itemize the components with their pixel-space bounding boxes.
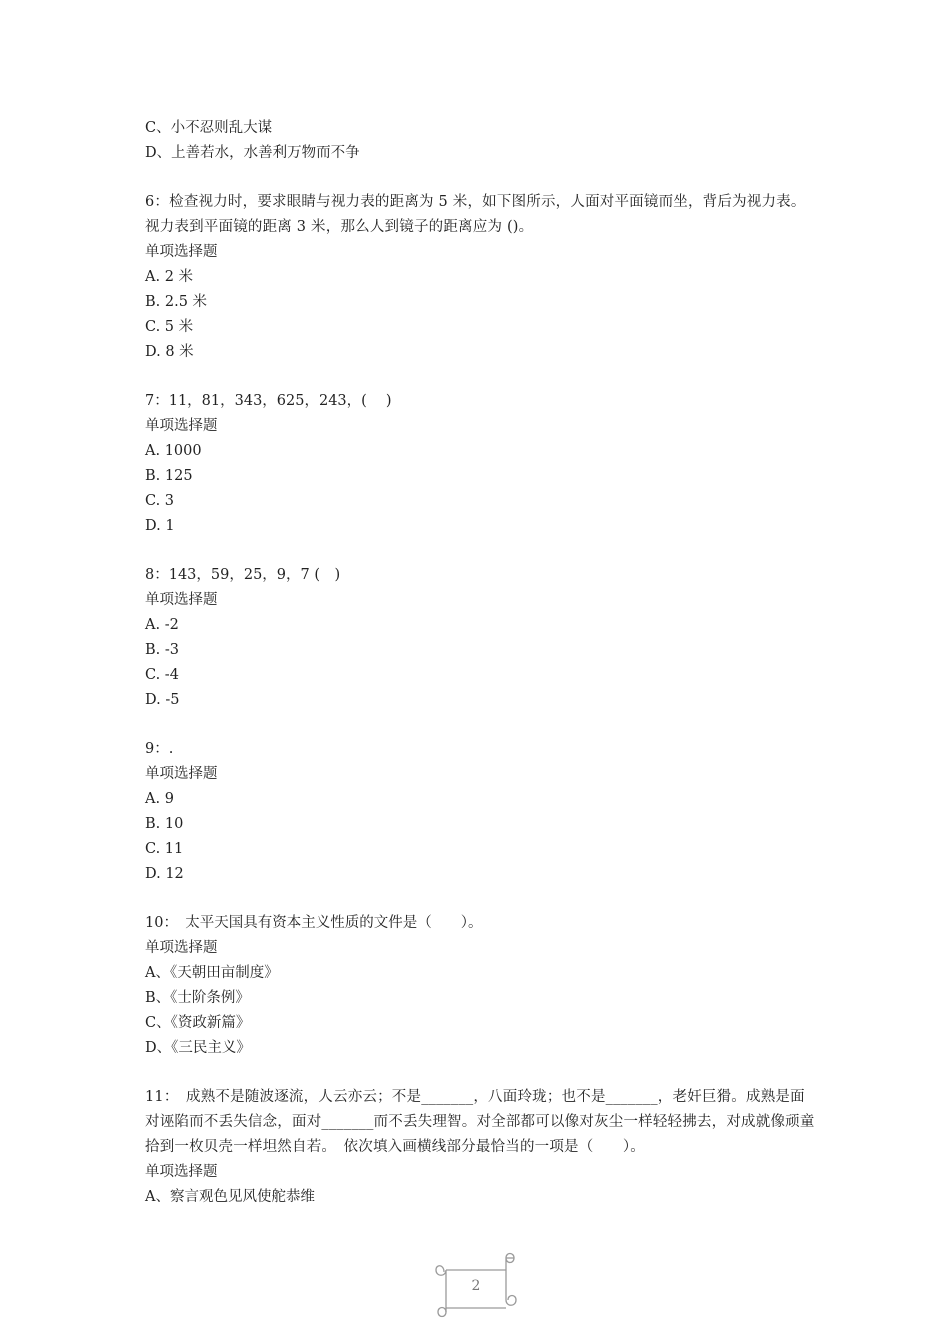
question-type: 单项选择题 — [145, 418, 218, 434]
page-number: 2 — [471, 1278, 481, 1294]
option-a: A. -2 — [145, 617, 179, 633]
spacer — [145, 539, 815, 563]
option-a: A、《天朝田亩制度》 — [145, 965, 279, 981]
option-b: B. 2.5 米 — [145, 294, 208, 310]
question-type: 单项选择题 — [145, 592, 218, 608]
option-d: D. -5 — [145, 692, 180, 708]
spacer — [145, 713, 815, 737]
option-c: C、《资政新篇》 — [145, 1015, 251, 1031]
option-b: B、《士阶条例》 — [145, 990, 250, 1006]
option-b: B. -3 — [145, 642, 179, 658]
option-a: A. 9 — [145, 791, 174, 807]
question-type: 单项选择题 — [145, 1164, 218, 1180]
question-type: 单项选择题 — [145, 940, 218, 956]
question-10-text: 10： 太平天国具有资本主义性质的文件是（ ）。 — [145, 915, 483, 931]
option-b: B. 125 — [145, 468, 193, 484]
option-a: A. 1000 — [145, 443, 202, 459]
option-b: B. 10 — [145, 816, 184, 832]
option-a: A. 2 米 — [145, 269, 194, 285]
question-9-text: 9：. — [145, 741, 174, 757]
spacer — [145, 365, 815, 389]
question-type: 单项选择题 — [145, 244, 218, 260]
question-11-text: 11： 成熟不是随波逐流，人云亦云；不是_______，八面玲珑；也不是_______，老奸巨猾。成熟是面对诬陷而不丢失信念，面对_______而不丢失理智。对全部都可以像对灰尘一样轻轻拂去，对成就像顽童拾到一枚贝壳一样坦然自若。 依次填入画横线部分最恰当的一项是（ ）。 — [145, 1089, 815, 1155]
option-d: D. 12 — [145, 866, 184, 882]
question-6-text: 6：检查视力时，要求眼睛与视力表的距离为 5 米，如下图所示，人面对平面镜而坐，背后为视力表。视力表到平面镜的距离 3 米，那么人到镜子的距离应为 ()。 — [145, 194, 806, 235]
option-c: C. 11 — [145, 841, 184, 857]
question-8-text: 8：143，59，25，9，7 ( ) — [145, 567, 341, 583]
option-a: A、察言观色见风使舵恭维 — [145, 1189, 315, 1205]
option-d: D、《三民主义》 — [145, 1040, 251, 1056]
option-d: D、上善若水，水善利万物而不争 — [145, 145, 360, 161]
option-d: D. 8 米 — [145, 344, 194, 360]
option-c: C. 3 — [145, 493, 175, 509]
option-c: C、小不忍则乱大谋 — [145, 120, 273, 136]
question-7-text: 7：11，81，343，625，243，( ) — [145, 393, 392, 409]
option-c: C. -4 — [145, 667, 179, 683]
document-body — [145, 116, 815, 1210]
spacer — [145, 887, 815, 911]
option-c: C. 5 米 — [145, 319, 194, 335]
option-d: D. 1 — [145, 518, 175, 534]
spacer — [145, 166, 815, 190]
page-footer — [430, 1250, 522, 1320]
question-type: 单项选择题 — [145, 766, 218, 782]
spacer — [145, 1061, 815, 1085]
